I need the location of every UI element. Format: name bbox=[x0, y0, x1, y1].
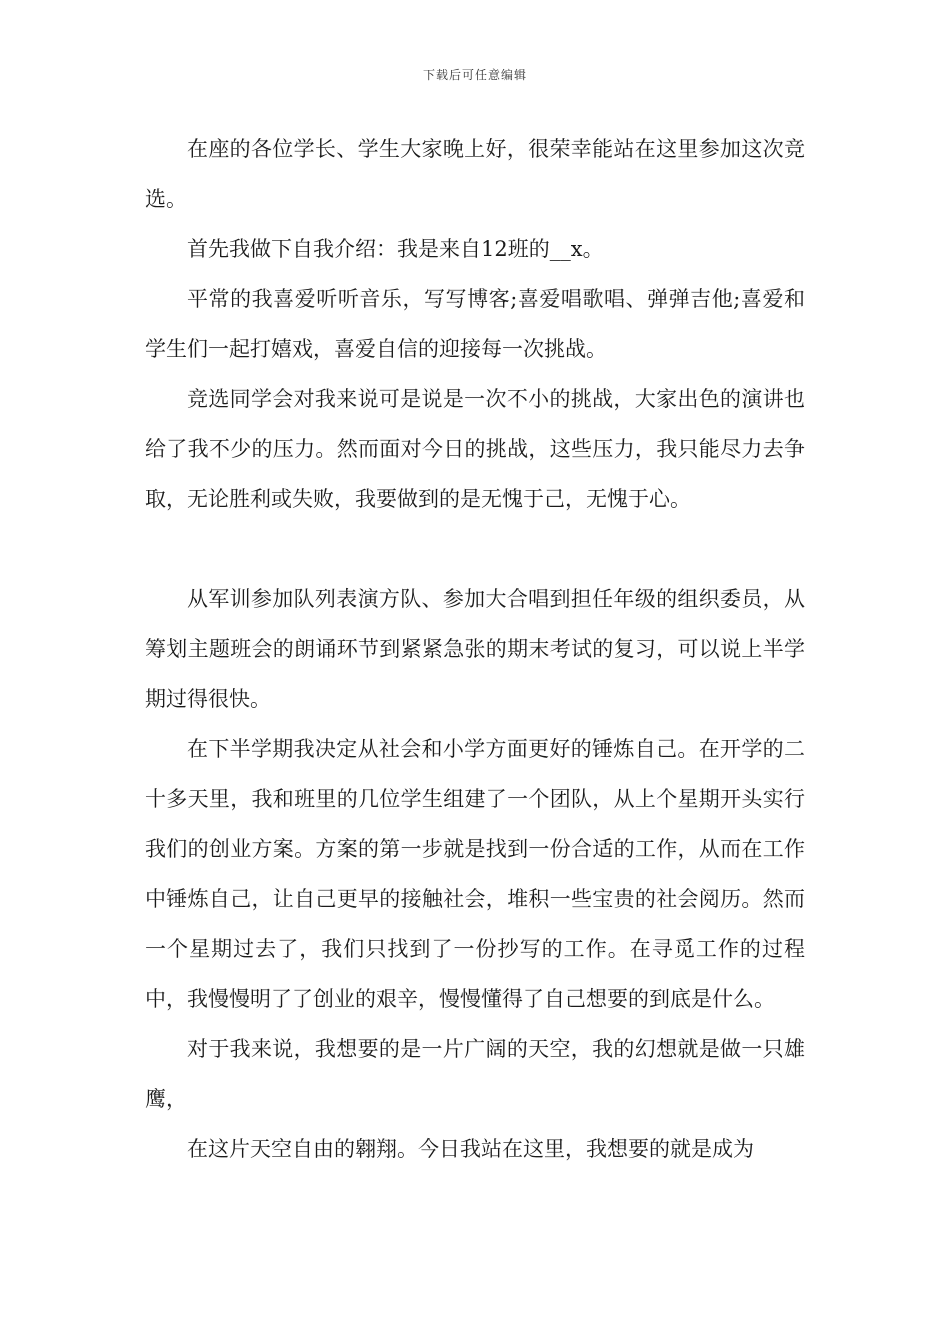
paragraph-dream: 对于我来说，我想要的是一片广阔的天空，我的幻想就是做一只雄鹰， bbox=[145, 1037, 805, 1111]
paragraph-challenge: 竞选同学会对我来说可是说是一次不小的挑战，大家出色的演讲也给了我不少的压力。然而面对今日的挑战，这些压力，我只能尽力去争取，无论胜利或失败，我要做到的是无愧于己，无愧于心。 bbox=[145, 387, 805, 511]
page-header: 下载后可任意编辑 bbox=[422, 68, 527, 82]
paragraph-second-semester: 在下半学期我决定从社会和小学方面更好的锤炼自己。在开学的二十多天里，我和班里的几位学生组建了一个团队，从上个星期开头实行我们的创业方案。方案的第一步就是找到一份合适的工作，从而在工作中锤炼自己，让自己更早的接触社会，堆积一些宝贵的社会阅历。然而一个星期过去了，我们只找到了一份抄写的工作。在寻觅工作的过程中，我慢慢明了了创业的艰辛，慢慢懂得了自己想要的到底是什么。 bbox=[145, 737, 805, 1011]
paragraph-sky: 在这片天空自由的翱翔。今日我站在这里，我想要的就是成为 bbox=[187, 1137, 754, 1161]
paragraph-first-semester: 从军训参加队列表演方队、参加大合唱到担任年级的组织委员，从筹划主题班会的朗诵环节到紧紧急张的期末考试的复习，可以说上半学期过得很快。 bbox=[145, 587, 805, 711]
paragraph-hobbies: 平常的我喜爱听听音乐，写写博客;喜爱唱歌唱、弹弹吉他;喜爱和学生们一起打嬉戏，喜爱自信的迎接每一次挑战。 bbox=[145, 287, 805, 361]
document-body bbox=[145, 124, 805, 1174]
paragraph-greeting: 在座的各位学长、学生大家晚上好，很荣幸能站在这里参加这次竞选。 bbox=[145, 137, 805, 211]
paragraph-introduction: 首先我做下自我介绍：我是来自12班的__x。 bbox=[187, 237, 604, 261]
